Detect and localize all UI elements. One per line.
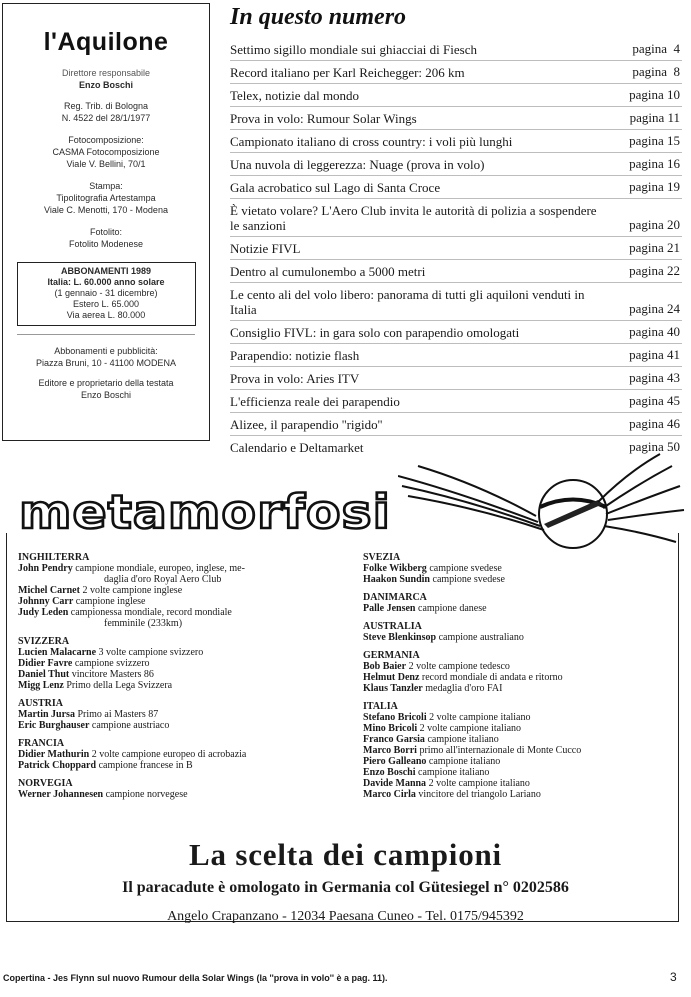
pilot-entry: [18, 585, 348, 596]
pilot-name: Steve Blenkinsop: [363, 632, 437, 643]
toc-row: [230, 412, 682, 435]
pilot-name: Martin Jursa: [18, 709, 75, 720]
country-name: DANIMARCA: [363, 592, 427, 603]
pilot-description: 2 volte campione italiano: [429, 712, 531, 723]
country-name: AUSTRALIA: [363, 621, 422, 632]
toc-item-title: È vietato volare? L'Aero Club invita le autorità di polizia a sospendere le sanzioni: [230, 203, 597, 233]
pilot-entry: [18, 607, 348, 629]
country-block: [363, 552, 681, 585]
toc-item-page: pagina 21: [629, 240, 680, 255]
pilot-description: campione australiano: [438, 632, 524, 643]
ads-contact-block: Abbonamenti e pubblicità: Piazza Bruni, 10 - 41100 MODENA: [36, 346, 176, 368]
country-name: ITALIA: [363, 701, 398, 712]
pilot-description: medaglia d'oro FAI: [425, 683, 503, 694]
metamorfosi-logo: [17, 488, 395, 538]
toc-item-title: L'efficienza reale dei parapendio: [230, 394, 400, 409]
pilot-description-cont: daglia d'oro Royal Aero Club: [104, 574, 222, 585]
pilot-name: Judy Leden: [18, 607, 69, 618]
publisher-block: Editore e proprietario della testata Enzo Boschi: [38, 378, 174, 400]
toc-item-page: pagina 22: [629, 263, 680, 278]
toc-row: [230, 60, 682, 83]
divider: [17, 334, 195, 335]
pilot-description: 2 volte campione tedesco: [408, 661, 510, 672]
pilot-description-cont: femminile (233km): [104, 618, 183, 629]
toc-item-title: Dentro al cumulonembo a 5000 metri: [230, 264, 426, 279]
pilot-name: Didier Mathurin: [18, 749, 90, 760]
toc-item-title: Le cento ali del volo libero: panorama di tutti gli aquiloni venduti in Italia: [230, 287, 585, 317]
toc-item-title: Una nuvola di leggerezza: Nuage (prova in volo): [230, 157, 485, 172]
country-block: [18, 778, 348, 800]
toc-item-title: Record italiano per Karl Reichegger: 206 km: [230, 65, 465, 80]
pilot-description: campione italiano: [418, 767, 490, 778]
toc-item-title: Telex, notizie dal mondo: [230, 88, 360, 103]
hang-glider-sun-illustration: [398, 452, 688, 562]
toc-item-page: pagina 43: [629, 370, 680, 385]
country-block: [18, 698, 348, 731]
pilot-description: campione francese in B: [98, 760, 193, 771]
ad-contact: Angelo Crapanzano - 12034 Paesana Cuneo - Tel. 0175/945392: [167, 909, 524, 924]
page-number: 3: [670, 970, 677, 984]
pilot-description: 3 volte campione svizzero: [98, 647, 204, 658]
pilot-name: Mino Bricoli: [363, 723, 418, 734]
subscriptions-box: ABBONAMENTI 1989 Italia: L. 60.000 anno solare (1 gennaio - 31 dicembre) Estero L. 65.000 Via aerea L. 80.000: [17, 262, 196, 326]
pilot-description: campione austriaco: [91, 720, 170, 731]
toc-item-title: Gala acrobatico sul Lago di Santa Croce: [230, 180, 441, 195]
ad-certification: Il paracadute è omologato in Germania col Gütesiegel n° 0202586: [122, 879, 569, 896]
champions-column-right: [363, 552, 681, 800]
country-name: FRANCIA: [18, 738, 65, 749]
toc-item-page: pagina 11: [629, 110, 680, 125]
pilot-entry: [18, 789, 348, 800]
pilot-entry: [363, 603, 681, 614]
toc-row: [230, 175, 682, 198]
country-name: INGHILTERRA: [18, 552, 90, 563]
registration-block: Reg. Trib. di Bologna N. 4522 del 28/1/1977: [61, 101, 151, 123]
country-block: [363, 701, 681, 800]
pilot-description: Primo ai Masters 87: [77, 709, 159, 720]
country-block: [18, 552, 348, 629]
pilot-entry: [363, 789, 681, 800]
pilot-description: campionessa mondiale, record mondiale: [70, 607, 232, 618]
pilot-description: campione inglese: [75, 596, 146, 607]
toc-row: [230, 236, 682, 259]
photolitho-block: Fotolito: Fotolito Modenese: [68, 227, 144, 249]
pilot-name: Helmut Denz: [363, 672, 420, 683]
pilot-entry: [18, 720, 348, 731]
pilot-entry: [363, 661, 681, 672]
cover-caption: Copertina - Jes Flynn sul nuovo Rumour della Solar Wings (la ''prova in volo'' è a pag. 11).: [3, 973, 388, 983]
pilot-entry: [363, 745, 681, 756]
pilot-description: record mondiale di andata e ritorno: [421, 672, 563, 683]
pilot-name: Marco Borri: [363, 745, 417, 756]
toc-item-page: pagina 8: [632, 64, 680, 79]
toc-row: [230, 259, 682, 282]
toc-item-page: pagina 16: [629, 156, 680, 171]
pilot-name: Piero Galleano: [363, 756, 427, 767]
toc-row: [230, 366, 682, 389]
toc-row: [230, 198, 682, 236]
pilot-entry: [18, 658, 348, 669]
country-name: SVEZIA: [363, 552, 401, 563]
pilot-entry: [18, 669, 348, 680]
masthead-box: [2, 3, 210, 441]
pilot-entry: [363, 672, 681, 683]
country-block: [18, 636, 348, 691]
toc-row: [230, 152, 682, 175]
pilot-name: Eric Burghauser: [18, 720, 90, 731]
toc-item-title: Prova in volo: Aries ITV: [230, 371, 360, 386]
pilot-entry: [363, 734, 681, 745]
pilot-description: 2 volte campione italiano: [428, 778, 530, 789]
toc-row: [230, 129, 682, 152]
toc-list: [230, 38, 682, 458]
toc-item-page: pagina 41: [629, 347, 680, 362]
pilot-entry: [363, 632, 681, 643]
toc-item-page: pagina 10: [629, 87, 680, 102]
toc-item-title: Settimo sigillo mondiale sui ghiacciai di Fiesch: [230, 42, 477, 57]
magazine-logo: l'Aquilone: [43, 28, 169, 56]
toc-item-page: pagina 4: [632, 41, 680, 56]
pilot-name: Patrick Choppard: [18, 760, 97, 771]
pilot-name: Migg Lenz: [18, 680, 64, 691]
toc-row: [230, 343, 682, 366]
director-name: Enzo Boschi: [78, 80, 133, 90]
pilot-name: Folke Wikberg: [363, 563, 427, 574]
toc-item-title: Prova in volo: Rumour Solar Wings: [230, 111, 417, 126]
pilot-description: vincitore Masters 86: [71, 669, 154, 680]
toc-title: In questo numero: [230, 4, 407, 30]
pilot-entry: [363, 756, 681, 767]
pilot-description: campione svedese: [432, 574, 505, 585]
country-block: [363, 621, 681, 643]
pilot-description: 2 volte campione italiano: [419, 723, 522, 734]
pilot-description: campione danese: [418, 603, 487, 614]
pilot-description: campione italiano: [428, 756, 501, 767]
pilot-entry: [18, 709, 348, 720]
pilot-name: Marco Cirla: [363, 789, 416, 800]
champions-column-left: [18, 552, 348, 800]
toc-row: [230, 83, 682, 106]
pilot-description: campione svizzero: [74, 658, 150, 669]
pilot-entry: [363, 712, 681, 723]
toc-item-title: Consiglio FIVL: in gara solo con parapendio omologati: [230, 325, 520, 340]
pilot-description: Primo della Lega Svizzera: [66, 680, 173, 691]
toc-item-page: pagina 24: [629, 301, 680, 316]
toc-item-title: Campionato italiano di cross country: i voli più lunghi: [230, 134, 513, 149]
toc-item-title: Parapendio: notizie flash: [230, 348, 360, 363]
pilot-name: Haakon Sundin: [363, 574, 430, 585]
country-name: AUSTRIA: [18, 698, 64, 709]
toc-item-page: pagina 40: [629, 324, 680, 339]
toc-row: [230, 282, 682, 320]
pilot-description: primo all'internazionale di Monte Cucco: [419, 745, 582, 756]
pilot-entry: [363, 767, 681, 778]
pilot-name: Stefano Bricoli: [363, 712, 427, 723]
pilot-entry: [18, 749, 348, 760]
toc-item-page: pagina 46: [629, 416, 680, 431]
ad-slogan: La scelta dei campioni: [189, 837, 502, 872]
pilot-entry: [18, 680, 348, 691]
pilot-name: Johnny Carr: [18, 596, 74, 607]
pilot-entry: [18, 647, 348, 658]
toc-row: [230, 38, 682, 60]
pilot-name: Didier Favre: [18, 658, 73, 669]
director-role: Direttore responsabile: [61, 68, 151, 78]
pilot-name: Davide Manna: [363, 778, 427, 789]
pilot-name: John Pendry: [18, 563, 73, 574]
toc-row: [230, 106, 682, 129]
pilot-entry: [363, 563, 681, 574]
pilot-name: Bob Baier: [363, 661, 407, 672]
toc-item-page: pagina 20: [629, 217, 680, 232]
pilot-entry: [363, 723, 681, 734]
pilot-description: vincitore del triangolo Lariano: [418, 789, 541, 800]
toc-item-page: pagina 50: [629, 439, 680, 454]
country-block: [18, 738, 348, 771]
pilot-name: Enzo Boschi: [363, 767, 416, 778]
toc-item-title: Alizee, il parapendio ''rigido'': [230, 417, 383, 432]
pilot-description: campione mondiale, europeo, inglese, me-: [75, 563, 245, 574]
svg-text:metamorfosi: metamorfosi: [19, 488, 391, 538]
pilot-name: Werner Johannesen: [18, 789, 104, 800]
pilot-name: Palle Jensen: [363, 603, 416, 614]
pilot-entry: [363, 683, 681, 694]
country-name: SVIZZERA: [18, 636, 70, 647]
toc-item-title: Notizie FIVL: [230, 241, 301, 256]
toc-row: [230, 389, 682, 412]
country-name: NORVEGIA: [18, 778, 73, 789]
photocomposition-block: Fotocomposizione: CASMA Fotocomposizione Viale V. Bellini, 70/1: [52, 135, 160, 169]
printing-block: Stampa: Tipolitografia Artestampa Viale C. Menotti, 170 - Modena: [44, 181, 168, 215]
toc-item-title: Calendario e Deltamarket: [230, 440, 364, 455]
toc-item-page: pagina 15: [629, 133, 680, 148]
pilot-entry: [363, 778, 681, 789]
pilot-entry: [18, 563, 348, 585]
pilot-description: 2 volte campione europeo di acrobazia: [91, 749, 247, 760]
pilot-entry: [18, 760, 348, 771]
pilot-description: campione italiano: [427, 734, 499, 745]
pilot-name: Klaus Tanzler: [363, 683, 423, 694]
pilot-name: Daniel Thut: [18, 669, 70, 680]
country-block: [363, 592, 681, 614]
pilot-entry: [363, 574, 681, 585]
pilot-description: campione svedese: [429, 563, 502, 574]
pilot-name: Michel Carnet: [18, 585, 80, 596]
pilot-entry: [18, 596, 348, 607]
pilot-description: 2 volte campione inglese: [82, 585, 183, 596]
toc-item-page: pagina 19: [629, 179, 680, 194]
pilot-name: Lucien Malacarne: [18, 647, 97, 658]
country-name: GERMANIA: [363, 650, 420, 661]
toc-row: [230, 320, 682, 343]
pilot-name: Franco Garsia: [363, 734, 425, 745]
toc-item-page: pagina 45: [629, 393, 680, 408]
country-block: [363, 650, 681, 694]
pilot-description: campione norvegese: [105, 789, 188, 800]
